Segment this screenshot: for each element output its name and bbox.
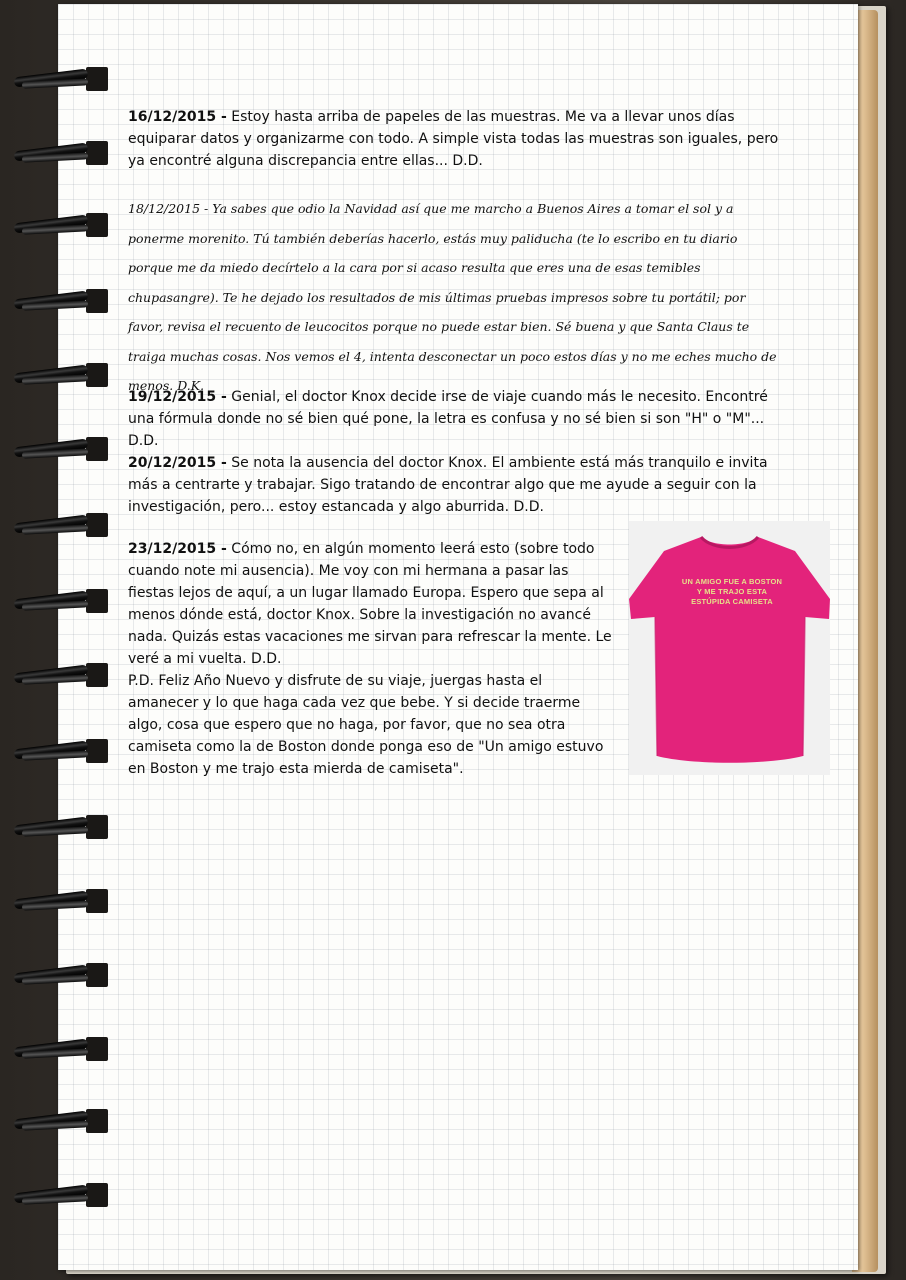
diary-entry: [128, 452, 782, 518]
tshirt-slogan: [679, 577, 785, 607]
spiral-ring: [14, 140, 106, 166]
spiral-ring: [14, 436, 106, 462]
tshirt-slogan-line: UN AMIGO FUE A BOSTON: [681, 577, 783, 586]
spiral-ring: [14, 738, 106, 764]
diary-entry-note: [128, 194, 782, 401]
entry-date: 16/12/2015 -: [128, 109, 227, 125]
spiral-ring: [14, 588, 106, 614]
spiral-ring: [14, 814, 106, 840]
spiral-ring: [14, 212, 106, 238]
entry-text: Genial, el doctor Knox decide irse de viaje cuando más le necesito. Encontré una fórmula donde no sé bien qué pone, la letra es confusa y no sé bien si son "H" o "M"... D.D.: [128, 389, 768, 449]
entry-date: 19/12/2015 -: [128, 389, 227, 405]
spiral-ring: [14, 288, 106, 314]
diary-entry: [128, 386, 782, 452]
spiral-ring: [14, 1108, 106, 1134]
spiral-ring: [14, 888, 106, 914]
entry-date: 20/12/2015 -: [128, 455, 227, 471]
entry-text: Estoy hasta arriba de papeles de las muestras. Me va a llevar unos días equiparar datos y organizarme con todo. A simple vista todas las muestras son iguales, pero ya encontré alguna discrepancia entre ellas... D.D.: [128, 109, 779, 169]
spiral-ring: [14, 66, 106, 92]
spiral-ring: [14, 362, 106, 388]
entry-text: Cómo no, en algún momento leerá esto (sobre todo cuando note mi ausencia). Me voy con mi hermana a pasar las fiestas lejos de aquí, a un lugar llamado Europa. Espero que sepa al menos dónde está, doctor Knox. Sobre la investigación no avancé nada. Quizás estas vacaciones me sirvan para refrescar la mente. Le veré a mi vuelta. D.D.: [128, 541, 612, 667]
spiral-ring: [14, 512, 106, 538]
diary-entry: [128, 538, 612, 780]
spiral-ring: [14, 1182, 106, 1208]
entry-text: Se nota la ausencia del doctor Knox. El ambiente está más tranquilo e invita más a centrarte y trabajar. Sigo tratando de encontrar algo que me ayude a seguir con la investigación, pero... estoy estancada y algo aburrida. D.D.: [128, 455, 768, 515]
diary-entry: [128, 106, 782, 172]
spiral-ring: [14, 1036, 106, 1062]
entry-date: 23/12/2015 -: [128, 541, 227, 557]
tshirt-photo: [629, 521, 830, 775]
tshirt-icon: [629, 521, 830, 775]
spiral-ring: [14, 962, 106, 988]
entry-postscript: P.D. Feliz Año Nuevo y disfrute de su viaje, juergas hasta el amanecer y lo que haga cada vez que bebe. Y si decide traerme algo, cosa que espero que no haga, por favor, que no sea otra camiseta como la de Boston donde ponga eso de "Un amigo estuvo en Boston y me trajo esta mierda de camiseta".: [128, 673, 604, 777]
spiral-ring: [14, 662, 106, 688]
entry-date: 18/12/2015 -: [128, 201, 209, 216]
entry-text: Ya sabes que odio la Navidad así que me marcho a Buenos Aires a tomar el sol y a ponerme morenito. Tú también deberías hacerlo, estás muy paliducha (te lo escribo en tu diario porque me da miedo decírtelo a la cara por si acaso resulta que eres una de esas temibles chupasangre). Te he dejado los resultados de mis últimas pruebas impresos sobre tu portátil; por favor, revisa el recuento de leucocitos porque no puede estar bien. Sé buena y que Santa Claus te traiga muchas cosas. Nos vemos el 4, intenta desconectar un poco estos días y no me eches mucho de menos. D.K.: [128, 201, 777, 393]
tshirt-slogan-line: ESTÚPIDA CAMISETA: [691, 597, 773, 606]
tshirt-slogan-line: Y ME TRAJO ESTA: [696, 587, 768, 596]
